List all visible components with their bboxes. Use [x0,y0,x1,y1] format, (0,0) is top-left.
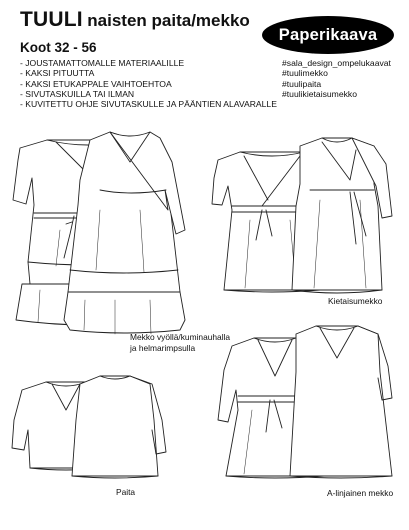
title-main: TUULI [20,8,83,31]
hashtag: #tuulimekko [282,68,328,79]
title-subtitle: naisten paita/mekko [87,11,250,30]
hashtag: #tuulikietaisumekko [282,88,357,99]
drawing-aline-dress-back [290,326,392,478]
hashtag: #sala_design_ompelukaavat [282,58,391,68]
size-range: Koot 32 - 56 [20,40,97,55]
caption-ruffle-dress [130,332,230,353]
drawing-shirt-back [72,376,166,478]
feature-item: - KAKSI PITUUTTA [20,68,95,79]
caption-wrap-dress: Kietaisumekko [328,296,383,306]
caption-aline-dress: A-linjainen mekko [327,488,394,498]
caption-shirt: Paita [116,487,136,497]
drawing-wrap-dress-back [292,138,392,293]
hashtag: #tuulipaita [282,78,322,89]
feature-item: - KUVITETTU OHJE SIVUTASKULLE JA PÄÄNTIEN ALAVARALLE [20,99,277,110]
brand-logo: Paperikaava [262,16,394,54]
caption-ruffle-line1: Mekko vyöllä/kuminauhalla [130,332,231,342]
caption-ruffle-line2: ja helmarimpsulla [130,342,196,353]
feature-item: - SIVUTASKUILLA TAI ILMAN [20,88,135,99]
feature-item: - KAKSI ETUKAPPALE VAIHTOEHTOA [20,78,172,89]
feature-item: - JOUSTAMATTOMALLE MATERIAALILLE [20,58,185,68]
